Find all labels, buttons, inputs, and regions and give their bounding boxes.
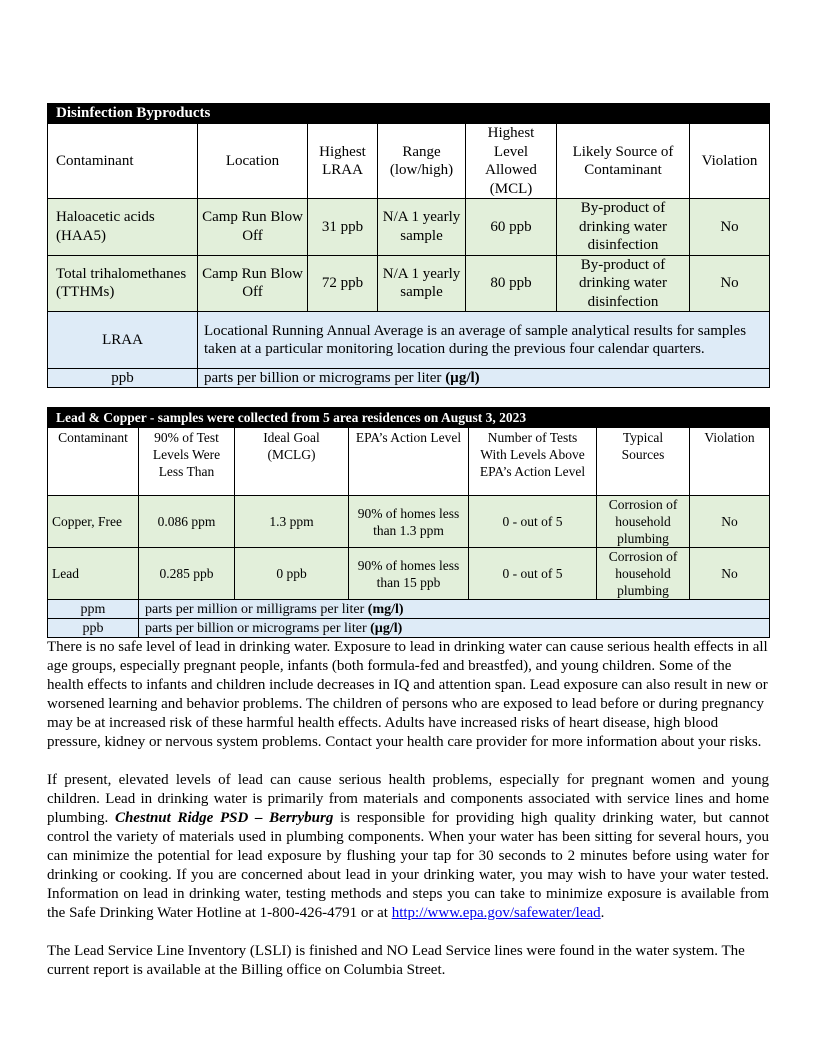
table-row <box>48 255 770 312</box>
report-page <box>47 103 769 980</box>
column-header: Contaminant <box>48 124 198 199</box>
table-cell: Corrosion of household plumbing <box>597 548 690 600</box>
definition-text: parts per million or milligrams per liter <box>145 601 365 617</box>
table-cell: Camp Run Blow Off <box>198 255 308 312</box>
table-cell: 31 ppb <box>308 199 378 256</box>
table-cell: 90% of homes less than 1.3 ppm <box>349 496 469 548</box>
definition-cell <box>139 619 770 638</box>
definition-row <box>48 600 770 619</box>
lead-copper-table <box>47 407 770 638</box>
table-cell: Corrosion of household plumbing <box>597 496 690 548</box>
definition-text: parts per billion or micrograms per liter <box>204 370 442 386</box>
table-cell: 90% of homes less than 15 ppb <box>349 548 469 600</box>
table-cell: Lead <box>48 548 139 600</box>
definition-row <box>48 619 770 638</box>
definition-term: LRAA <box>48 312 198 369</box>
column-header: Likely Source of Contaminant <box>557 124 690 199</box>
epa-lead-link[interactable]: http://www.epa.gov/safewater/lead <box>391 905 601 921</box>
definition-unit: (µg/l) <box>370 620 403 636</box>
column-header: Range (low/high) <box>378 124 466 199</box>
table-row <box>48 199 770 256</box>
column-header: Violation <box>690 124 770 199</box>
table-cell: By-product of drinking water disinfection <box>557 255 690 312</box>
lsli-paragraph: The Lead Service Line Inventory (LSLI) is finished and NO Lead Service lines were found in the water system. The current report is available at the Billing office on Columbia Street. <box>47 943 745 978</box>
table-cell: 0 ppb <box>235 548 349 600</box>
column-header: Contaminant <box>48 428 139 496</box>
definition-text: parts per billion or micrograms per liter <box>145 620 367 636</box>
column-header: Typical Sources <box>597 428 690 496</box>
table-row <box>48 548 770 600</box>
definition-row <box>48 312 770 369</box>
definition-term: ppb <box>48 619 139 638</box>
definition-cell <box>198 369 770 388</box>
table-cell: N/A 1 yearly sample <box>378 199 466 256</box>
table-cell: Total trihalomethanes (TTHMs) <box>48 255 198 312</box>
definition-term: ppm <box>48 600 139 619</box>
lead-health-effects-paragraph: There is no safe level of lead in drinking water. Exposure to lead in drinking water can cause serious health effects in all age groups, especially pregnant people, infants (both formula-fed and breastfed), and young children. Some of the health effects to infants and children include decreases in IQ and attention span. Lead exposure can also result in new or worsened learning and behavior problems. The children of persons who are exposed to lead before or during pregnancy may be at increased risk of these harmful health effects. Adults have increased risks of heart disease, high blood pressure, kidney or nervous system problems. Contact your health care provider for more information about your risks. <box>47 639 768 750</box>
table-cell: N/A 1 yearly sample <box>378 255 466 312</box>
column-header: Highest LRAA <box>308 124 378 199</box>
table-cell: 0.285 ppb <box>139 548 235 600</box>
column-header: 90% of Test Levels Were Less Than <box>139 428 235 496</box>
table-cell: 60 ppb <box>466 199 557 256</box>
section-title: Lead & Copper - samples were collected from 5 area residences on August 3, 2023 <box>48 408 770 428</box>
column-header: Number of Tests With Levels Above EPA’s Action Level <box>469 428 597 496</box>
table-cell: Haloacetic acids (HAA5) <box>48 199 198 256</box>
table-cell: No <box>690 548 770 600</box>
definition-unit: (mg/l) <box>367 601 404 617</box>
definition-text: Locational Running Annual Average is an average of sample analytical results for samples taken at a particular monitoring location during the previous four calendar quarters. <box>198 312 770 369</box>
table-cell: 80 ppb <box>466 255 557 312</box>
definition-unit: (µg/l) <box>445 370 480 386</box>
table-cell: 0.086 ppm <box>139 496 235 548</box>
column-header: Location <box>198 124 308 199</box>
table-row <box>48 496 770 548</box>
column-header: EPA’s Action Level <box>349 428 469 496</box>
table-cell: 72 ppb <box>308 255 378 312</box>
table-cell: Camp Run Blow Off <box>198 199 308 256</box>
column-header: Ideal Goal (MCLG) <box>235 428 349 496</box>
column-header: Highest Level Allowed (MCL) <box>466 124 557 199</box>
utility-name: Chestnut Ridge PSD – Berryburg <box>114 810 334 826</box>
definition-term: ppb <box>48 369 198 388</box>
paragraph-text: . <box>600 905 605 921</box>
paragraph-text: is responsible for providing high quality drinking water, but cannot control the variety of materials used in plumbing components. When your water has been sitting for several hours, you can minimize the potential for lead exposure by flushing your tap for 30 seconds to 2 minutes before using water for drinking or cooking. If you are concerned about lead in your drinking water, you may wish to have your water tested. Information on lead in drinking water, testing methods and steps you can take to minimize exposure is available from the Safe Drinking Water Hotline at 1-800-426-4791 or at <box>47 810 769 921</box>
table-cell: 0 - out of 5 <box>469 548 597 600</box>
lead-information-paragraph <box>47 771 769 923</box>
disinfection-byproducts-table <box>47 103 770 388</box>
table-cell: No <box>690 199 770 256</box>
table-cell: Copper, Free <box>48 496 139 548</box>
definition-cell <box>139 600 770 619</box>
table-cell: No <box>690 255 770 312</box>
paragraph-text: If present, elevated levels of lead can cause serious health problems, especially for pregnant women and young children. Lead in drinking water is primarily from materials and components associated with service lines and home plumbing. <box>47 772 769 826</box>
table-cell: 1.3 ppm <box>235 496 349 548</box>
column-header: Violation <box>690 428 770 496</box>
table-cell: By-product of drinking water disinfection <box>557 199 690 256</box>
section-title: Disinfection Byproducts <box>48 104 770 124</box>
table-cell: No <box>690 496 770 548</box>
table-cell: 0 - out of 5 <box>469 496 597 548</box>
definition-row <box>48 369 770 388</box>
